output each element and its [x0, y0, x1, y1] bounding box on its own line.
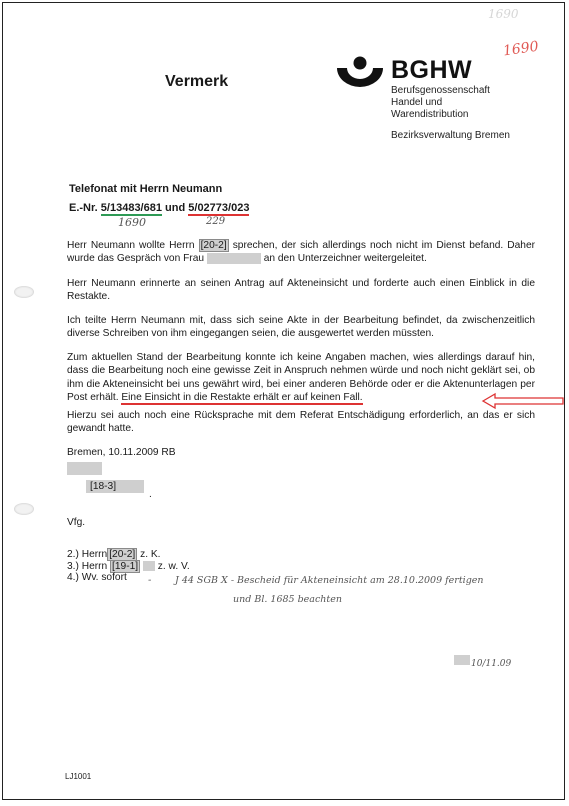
ref-number-a: 5/13483/681 — [100, 202, 162, 214]
handwritten-initial-date: 10/11.09 — [471, 659, 512, 669]
routing-label: Vfg. — [67, 517, 86, 528]
district-office: Bezirksverwaltung Bremen — [391, 130, 510, 141]
routing-item-4: 4.) Wv. sofort — [67, 572, 127, 583]
punch-hole-top — [14, 286, 34, 298]
redaction-code-box: [19-1] — [112, 561, 139, 572]
paragraph-text: sprechen, der sich allerdings noch nicht im Dienst befand. Daher wurde das Gespräch von Frau — [67, 240, 535, 265]
reference-numbers — [69, 202, 249, 216]
routing-text: z. K. — [140, 549, 161, 560]
bghw-logo-icon — [335, 56, 385, 88]
paragraph-text: Herr Neumann wollte Herrn — [67, 240, 195, 251]
redaction-bar — [143, 561, 155, 571]
document-page — [2, 2, 565, 800]
paragraph-text: an den Unterzeichner weitergeleitet. — [263, 253, 427, 265]
logo-subtitle-line: Warendistribution — [391, 109, 469, 120]
paragraph-1 — [67, 239, 535, 266]
logo-subtitle-line: Handel und — [391, 97, 443, 108]
handwritten-ref-b: 229 — [206, 216, 226, 227]
redaction-bar — [67, 462, 102, 475]
redaction-code-box: [20-2] — [200, 240, 227, 251]
routing-text: 2.) Herrn — [67, 549, 108, 560]
redaction-bar — [454, 655, 470, 665]
routing-text: 3.) Herrn — [67, 561, 108, 572]
ref-prefix: E.-Nr. — [69, 202, 98, 214]
routing-text: z. w. V. — [157, 561, 190, 572]
paragraph-5: Hierzu sei auch noch eine Rücksprache mit dem Referat Entschädigung erforderlich, an das er sich gewandt hatte. — [67, 410, 535, 435]
form-code: LJ1001 — [65, 772, 92, 781]
red-arrow-icon — [481, 392, 565, 410]
ref-number-b: 5/02773/023 — [188, 202, 250, 214]
highlighted-sentence: Eine Einsicht in die Restakte erhält er auf keinen Fall. — [121, 392, 363, 404]
handwritten-note-line: und Bl. 1685 beachten — [233, 594, 342, 605]
handwritten-ref-a: 1690 — [118, 216, 146, 229]
faint-page-number: 1690 — [488, 7, 519, 21]
redaction-code-box: [20-2] — [109, 549, 136, 560]
redaction-bar — [207, 253, 261, 264]
signature-dot: . — [149, 489, 152, 500]
date-line: Bremen, 10.11.2009 RB — [67, 447, 176, 458]
logo-subtitle — [391, 85, 490, 121]
paragraph-4 — [67, 351, 535, 405]
logo-subtitle-line: Berufsgenossenschaft — [391, 85, 490, 96]
handwritten-page-number: 1690 — [502, 38, 540, 60]
ref-joiner: und — [165, 202, 186, 214]
subject-line: Telefonat mit Herrn Neumann — [69, 183, 223, 195]
paragraph-3: Ich teilte Herrn Neumann mit, dass sich seine Akte in der Bearbeitung befindet, da zwischenzeitlich diverse Schreiben von ihm eingegangen seien, die ausgewertet werden müssten. — [67, 315, 535, 340]
handwritten-dash: - — [148, 575, 152, 586]
paragraph-2: Herr Neumann erinnerte an seinen Antrag auf Akteneinsicht und forderte auch einen Einblick in die Restakte. — [67, 278, 535, 303]
document-title: Vermerk — [165, 73, 229, 90]
handwritten-note-line: J 44 SGB X - Bescheid für Akteneinsicht am 28.10.2009 fertigen — [175, 575, 484, 586]
punch-hole-bottom — [14, 503, 34, 515]
paragraph-text: Zum aktuellen Stand der Bearbeitung konnte ich keine Angaben machen, wies allerdings darauf hin, dass die Bearbeitung noch eine gewisse Zeit in Anspruch nehmen würde und noch nicht geklärt sei, ob ihm die Akteneinsicht bei uns gewährt wird, bei einer anderen Behörde oder er die Aktenunterlagen per Post erhält. — [67, 352, 535, 404]
signature-code: [18-3] — [90, 481, 117, 492]
logo-wordmark: BGHW — [391, 56, 473, 84]
